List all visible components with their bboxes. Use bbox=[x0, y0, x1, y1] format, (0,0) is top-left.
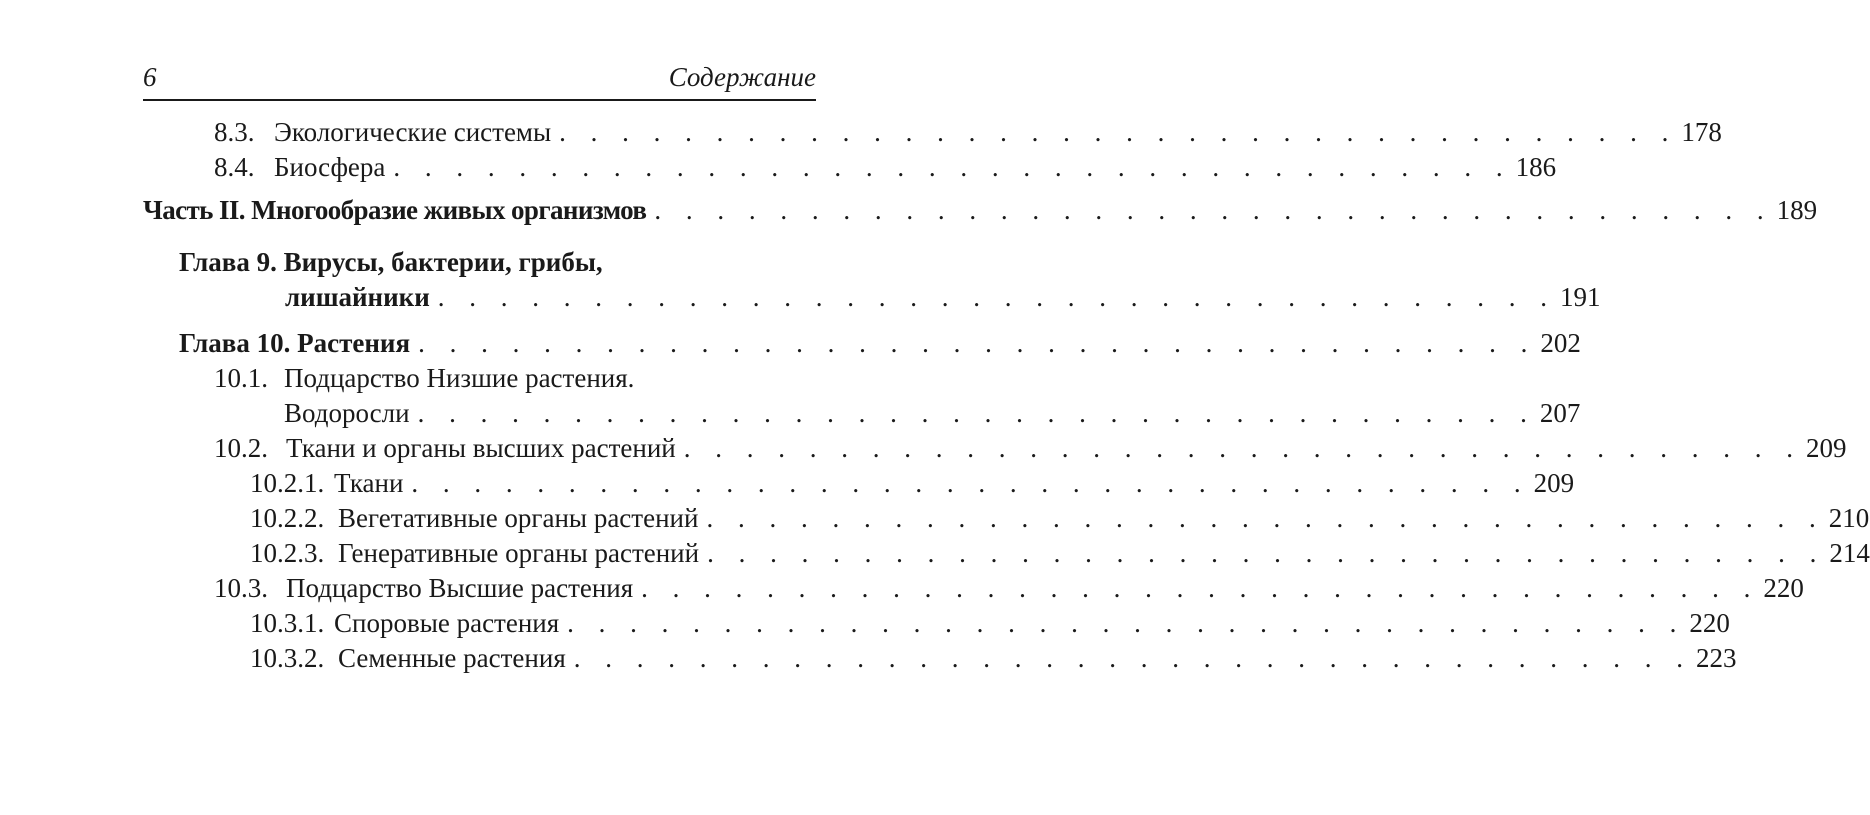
toc-entry-chapter-9-line1[interactable]: Глава 9. Вирусы, бактерии, грибы, bbox=[179, 247, 603, 277]
toc-entry-10-2-3[interactable] bbox=[250, 537, 1870, 571]
entry-label: 8.4. bbox=[214, 152, 255, 182]
leader-dots: . . . . . . . . . . . . . . . . . . . . . . . . . . . . . . . . . . . . bbox=[418, 328, 1537, 358]
entry-page: 220 bbox=[1763, 573, 1804, 603]
entry-page: 178 bbox=[1681, 117, 1722, 147]
entry-title: Семенные растения bbox=[338, 643, 566, 673]
entry-title: Глава 10. Растения bbox=[179, 328, 411, 358]
leader-dots: . . . . . . . . . . . . . . . . . . . . . . . . . . . . . . . . . . . . bbox=[654, 195, 1773, 225]
toc-entry-10-3-2[interactable] bbox=[250, 642, 1737, 676]
toc-entry-10-2[interactable] bbox=[214, 432, 1847, 466]
entry-label: 10.2.1. bbox=[250, 468, 325, 498]
entry-page: 223 bbox=[1695, 643, 1737, 673]
entry-title: Биосфера bbox=[274, 152, 386, 182]
page-number: 6 bbox=[143, 62, 157, 92]
toc-entry-chapter-9[interactable] bbox=[285, 281, 1601, 315]
header-rule bbox=[143, 99, 816, 101]
leader-dots: . . . . . . . . . . . . . . . . . . . . . . . . . . . . . . . . . . . . bbox=[417, 398, 1536, 428]
entry-page: 220 bbox=[1689, 608, 1730, 638]
entry-title: Генеративные органы растений bbox=[338, 538, 700, 568]
entry-title: Экологические системы bbox=[274, 117, 552, 147]
running-header bbox=[143, 62, 816, 96]
toc-entry-8-4[interactable] bbox=[214, 151, 1557, 185]
entry-title-line1: Подцарство Низшие растения. bbox=[284, 363, 635, 393]
leader-dots: . . . . . . . . . . . . . . . . . . . . . . . . . . . . . . . . . . . . bbox=[706, 503, 1825, 533]
toc-entry-10-2-2[interactable] bbox=[250, 502, 1870, 536]
entry-page: 189 bbox=[1776, 195, 1818, 225]
entry-page: 214 bbox=[1829, 538, 1870, 568]
toc-entry-10-3[interactable] bbox=[214, 572, 1804, 606]
entry-title: Споровые растения bbox=[334, 608, 560, 638]
toc-entry-8-3[interactable] bbox=[214, 116, 1722, 150]
entry-page: 209 bbox=[1533, 468, 1575, 498]
toc-entry-part-2[interactable] bbox=[143, 194, 1818, 228]
entry-title: Ткани bbox=[334, 468, 404, 498]
entry-label: 10.2.3. bbox=[250, 538, 325, 568]
entry-title: лишайники bbox=[285, 282, 430, 312]
entry-title: Ткани и органы высших растений bbox=[286, 433, 676, 463]
entry-title: Часть II. Многообразие живых организмов bbox=[143, 195, 647, 225]
leader-dots: . . . . . . . . . . . . . . . . . . . . . . . . . . . . . . . . . . . . bbox=[437, 282, 1557, 312]
entry-title: Водоросли bbox=[284, 398, 410, 428]
entry-label: 10.3. bbox=[214, 573, 268, 603]
leader-dots: . . . . . . . . . . . . . . . . . . . . . . . . . . . . . . . . . . . . bbox=[411, 468, 1530, 498]
entry-label: 8.3. bbox=[214, 117, 255, 147]
entry-page: 210 bbox=[1828, 503, 1870, 533]
entry-page: 191 bbox=[1560, 282, 1601, 312]
running-title: Содержание bbox=[668, 62, 816, 92]
leader-dots: . . . . . . . . . . . . . . . . . . . . . . . . . . . . . . . . . . . . bbox=[707, 538, 1826, 568]
entry-page: 209 bbox=[1805, 433, 1847, 463]
leader-dots: . . . . . . . . . . . . . . . . . . . . . . . . . . . . . . . . . . . . bbox=[559, 117, 1678, 147]
toc-entry-chapter-10[interactable] bbox=[179, 327, 1581, 361]
entry-page: 202 bbox=[1540, 328, 1581, 358]
leader-dots: . . . . . . . . . . . . . . . . . . . . . . . . . . . . . . . . . . . . bbox=[641, 573, 1760, 603]
leader-dots: . . . . . . . . . . . . . . . . . . . . . . . . . . . . . . . . . . . . bbox=[393, 152, 1512, 182]
leader-dots: . . . . . . . . . . . . . . . . . . . . . . . . . . . . . . . . . . . . bbox=[573, 643, 1692, 673]
entry-label: 10.2. bbox=[214, 433, 268, 463]
entry-label: 10.3.1. bbox=[250, 608, 325, 638]
toc-entry-10-1-line1[interactable] bbox=[214, 362, 634, 394]
entry-title: Подцарство Высшие растения bbox=[286, 573, 634, 603]
toc-entry-10-3-1[interactable] bbox=[250, 607, 1730, 641]
leader-dots: . . . . . . . . . . . . . . . . . . . . . . . . . . . . . . . . . . . . bbox=[567, 608, 1686, 638]
toc-entry-10-1[interactable] bbox=[284, 397, 1581, 431]
entry-label: 10.1. bbox=[214, 363, 268, 393]
leader-dots: . . . . . . . . . . . . . . . . . . . . . . . . . . . . . . . . . . . . bbox=[683, 433, 1802, 463]
entry-page: 186 bbox=[1515, 152, 1557, 182]
entry-label: 10.2.2. bbox=[250, 503, 325, 533]
entry-label: 10.3.2. bbox=[250, 643, 325, 673]
toc-entry-10-2-1[interactable] bbox=[250, 467, 1575, 501]
entry-title: Вегетативные органы растений bbox=[338, 503, 699, 533]
entry-page: 207 bbox=[1539, 398, 1581, 428]
